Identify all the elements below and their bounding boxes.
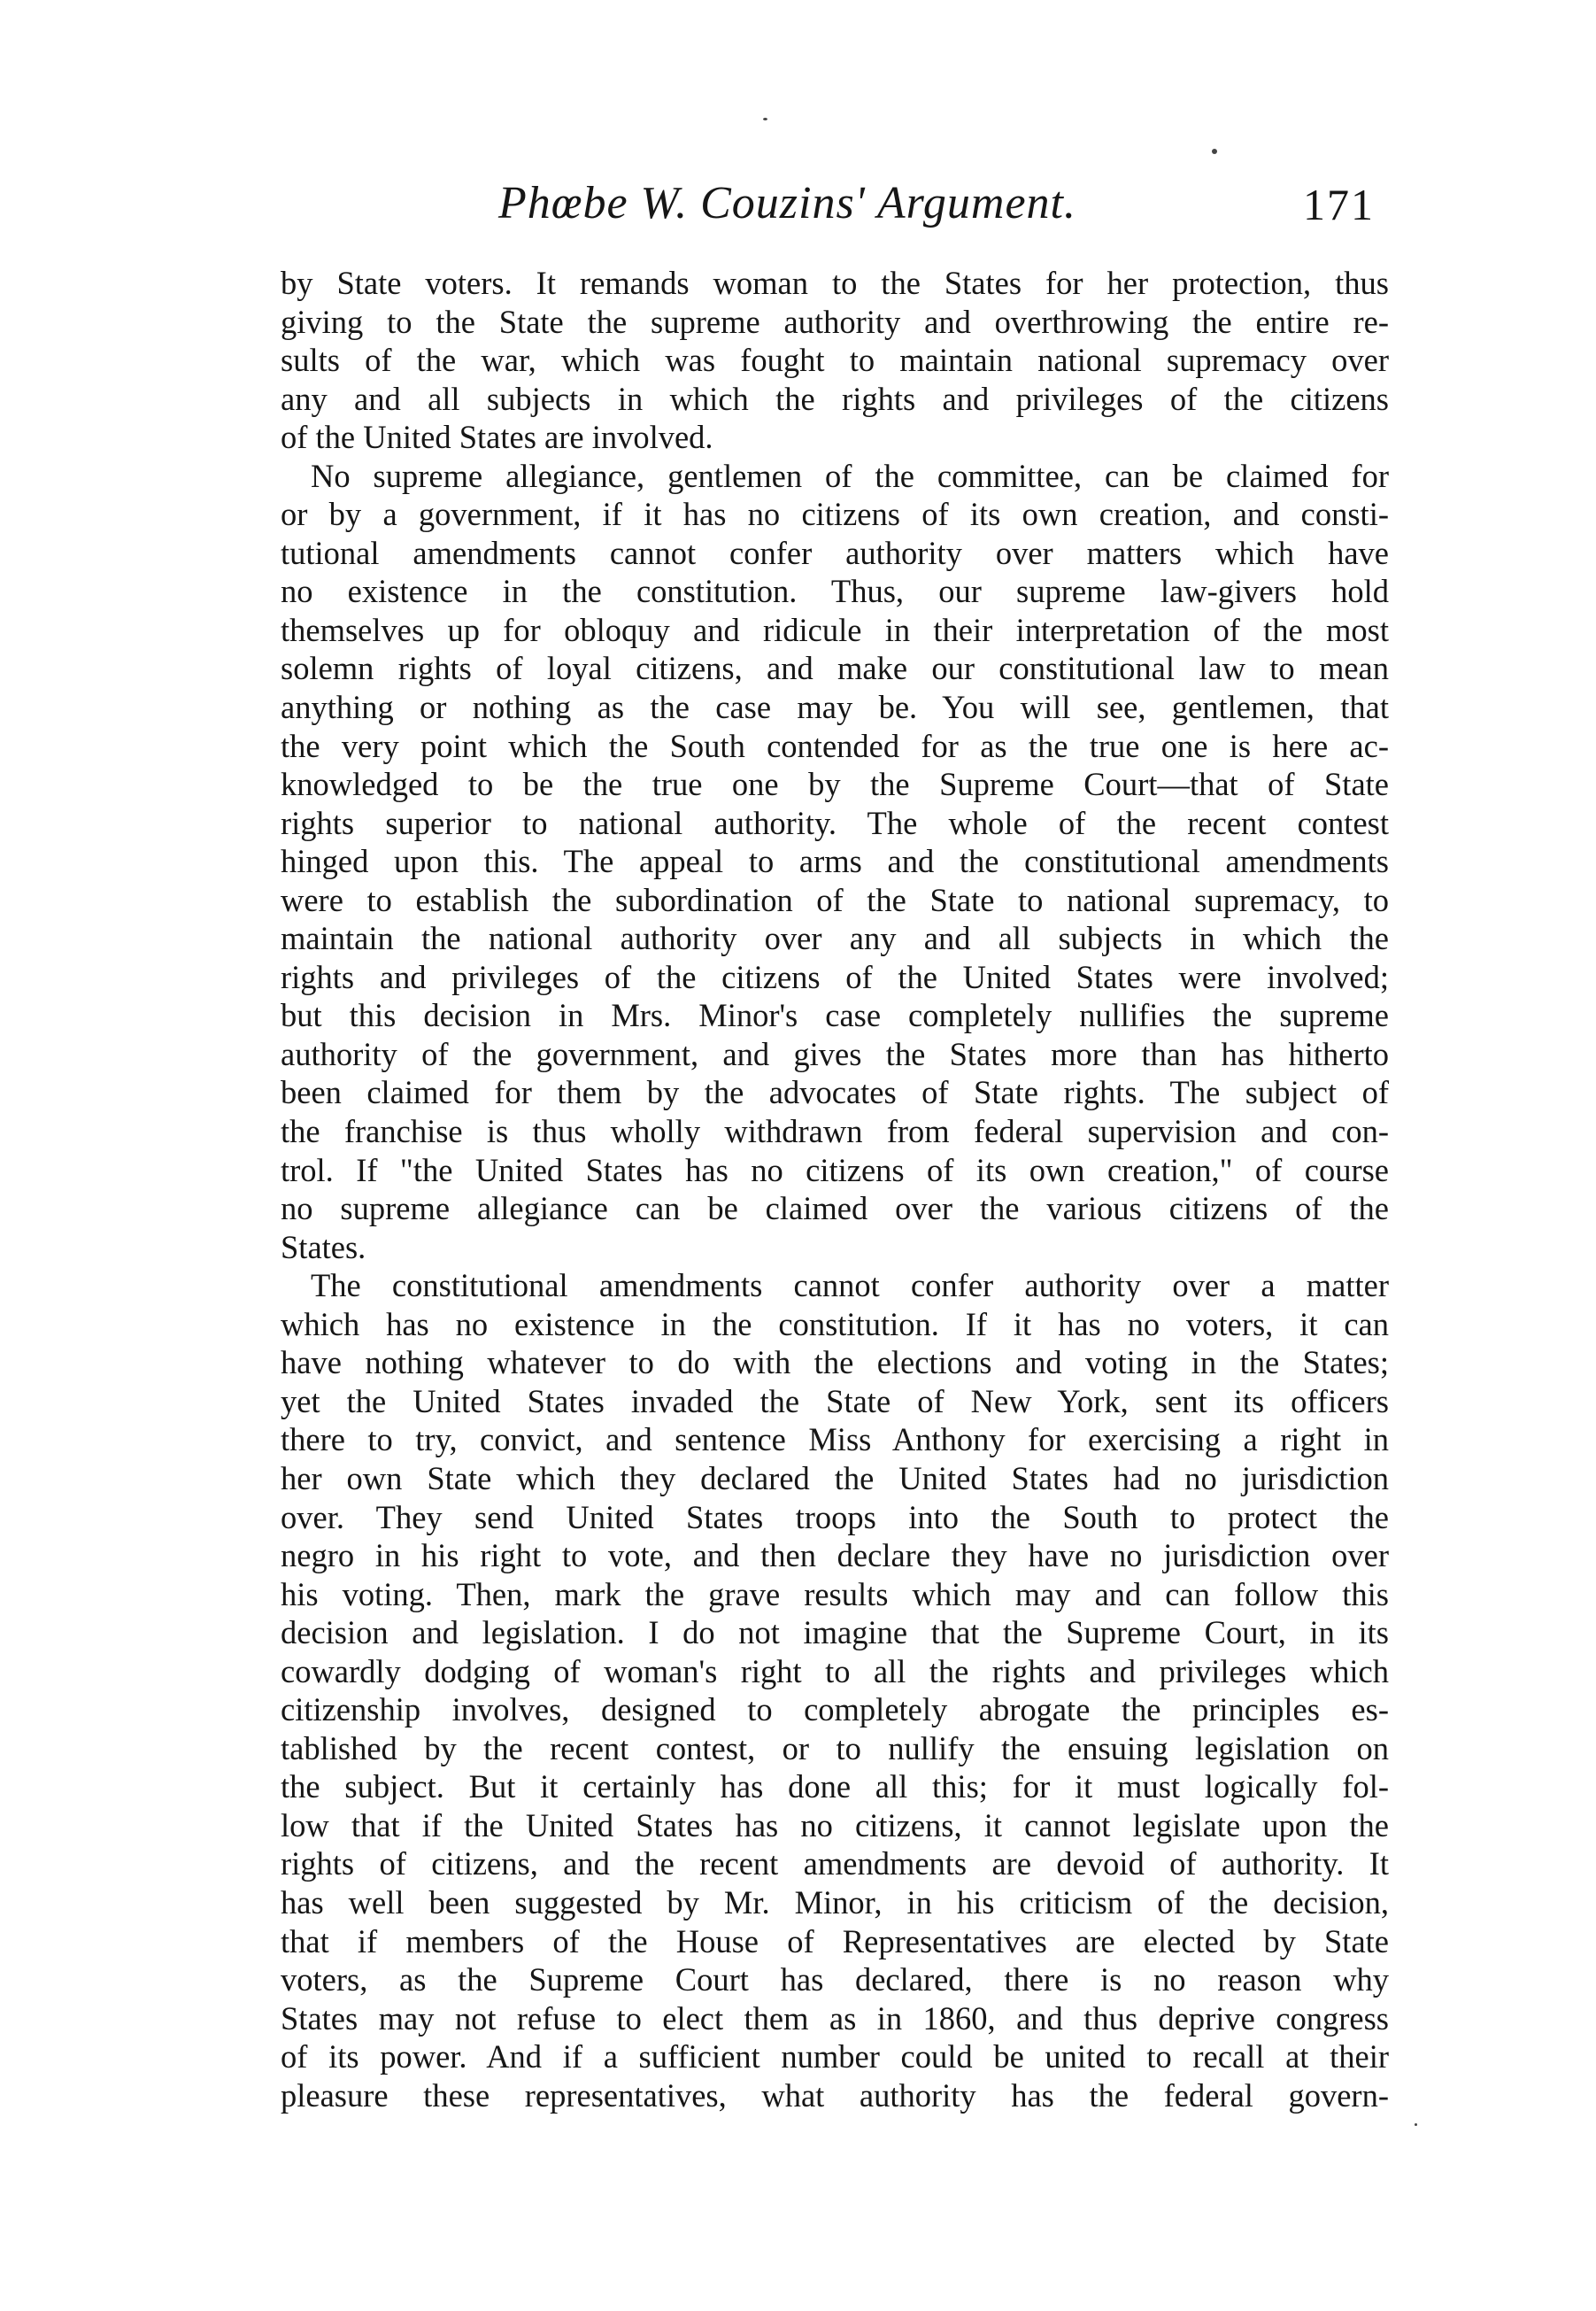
text-line: hinged upon this. The appeal to arms and the constitutional amendments	[281, 843, 1389, 880]
scan-speck	[763, 118, 767, 120]
text-line: by State voters. It remands woman to the States for her protection, thus	[281, 265, 1389, 301]
text-line: rights of citizens, and the recent amendments are devoid of authority. It	[281, 1845, 1389, 1882]
text-line: negro in his right to vote, and then declare they have no jurisdiction over	[281, 1537, 1389, 1574]
text-line: sults of the war, which was fought to maintain national supremacy over	[281, 342, 1389, 379]
text-line: any and all subjects in which the rights and privileges of the citizens	[281, 380, 1389, 417]
text-line: has well been suggested by Mr. Minor, in his criticism of the decision,	[281, 1883, 1389, 1921]
text-line: of its power. And if a sufficient number could be united to recall at their	[281, 2038, 1389, 2075]
text-line: rights superior to national authority. The whole of the recent contest	[281, 804, 1389, 841]
text-line: over. They send United States troops into the South to protect the	[281, 1498, 1389, 1535]
text-line: citizenship involves, designed to completely abrogate the principles es-	[281, 1691, 1389, 1728]
text-line: the very point which the South contended for as the true one is here ac-	[281, 727, 1389, 764]
text-line: anything or nothing as the case may be. You will see, gentlemen, that	[281, 689, 1389, 726]
text-line: authority of the government, and gives the States more than has hitherto	[281, 1035, 1389, 1072]
text-line: States may not refuse to elect them as in 1860, and thus deprive congress	[281, 1999, 1389, 2037]
text-line: have nothing whatever to do with the elections and voting in the States;	[281, 1344, 1389, 1381]
text-line: which has no existence in the constitution. If it has no voters, it can	[281, 1305, 1389, 1342]
running-title: Phœbe W. Couzins' Argument.	[498, 178, 1077, 228]
text-line: trol. If "the United States has no citizens of its own creation," of course	[281, 1151, 1389, 1188]
paragraph-start-line: The constitutional amendments cannot confer authority over a matter	[311, 1267, 1389, 1304]
text-line: his voting. Then, mark the grave results which may and can follow this	[281, 1575, 1389, 1612]
text-line: voters, as the Supreme Court has declared, there is no reason why	[281, 1961, 1389, 1998]
text-line: maintain the national authority over any and all subjects in which the	[281, 920, 1389, 957]
text-line: decision and legislation. I do not imagine that the Supreme Court, in its	[281, 1614, 1389, 1651]
text-line: there to try, convict, and sentence Miss Anthony for exercising a right in	[281, 1421, 1389, 1458]
text-line: were to establish the subordination of the State to national supremacy, to	[281, 881, 1389, 918]
scan-speck	[1212, 149, 1217, 154]
text-line: solemn rights of loyal citizens, and make our constitutional law to mean	[281, 650, 1389, 687]
text-line: of the United States are involved.	[281, 419, 713, 456]
text-line: no supreme allegiance can be claimed over the various citizens of the	[281, 1190, 1389, 1227]
text-line: themselves up for obloquy and ridicule in their interpretation of the most	[281, 611, 1389, 648]
text-line: her own State which they declared the United States had no jurisdiction	[281, 1459, 1389, 1496]
text-line: pleasure these representatives, what authority has the federal govern-	[281, 2076, 1389, 2114]
text-line: giving to the State the supreme authority and overthrowing the entire re-	[281, 303, 1389, 340]
text-line: the subject. But it certainly has done all this; for it must logically fol-	[281, 1768, 1389, 1805]
text-line: low that if the United States has no citizens, it cannot legislate upon the	[281, 1806, 1389, 1843]
body-text	[281, 264, 1389, 2114]
text-line: tutional amendments cannot confer authority over matters which have	[281, 534, 1389, 571]
text-line: the franchise is thus wholly withdrawn from federal supervision and con-	[281, 1113, 1389, 1150]
text-line: States.	[281, 1228, 366, 1265]
text-line: cowardly dodging of woman's right to all the rights and privileges which	[281, 1652, 1389, 1689]
text-line: rights and privileges of the citizens of the United States were involved;	[281, 958, 1389, 995]
text-line: knowledged to be the true one by the Supreme Court—that of State	[281, 766, 1389, 803]
text-line: no existence in the constitution. Thus, our supreme law-givers hold	[281, 573, 1389, 610]
scan-speck	[1415, 2123, 1417, 2126]
text-line: but this decision in Mrs. Minor's case completely nullifies the supreme	[281, 997, 1389, 1034]
page-number: 171	[1303, 180, 1375, 229]
text-line: that if members of the House of Representatives are elected by State	[281, 1922, 1389, 1959]
text-line: or by a government, if it has no citizens of its own creation, and consti-	[281, 496, 1389, 533]
paragraph-start-line: No supreme allegiance, gentlemen of the committee, can be claimed for	[311, 457, 1389, 494]
text-line: yet the United States invaded the State of New York, sent its officers	[281, 1382, 1389, 1419]
running-head	[281, 177, 1384, 239]
text-line: been claimed for them by the advocates of State rights. The subject of	[281, 1074, 1389, 1111]
text-line: tablished by the recent contest, or to nullify the ensuing legislation on	[281, 1729, 1389, 1766]
